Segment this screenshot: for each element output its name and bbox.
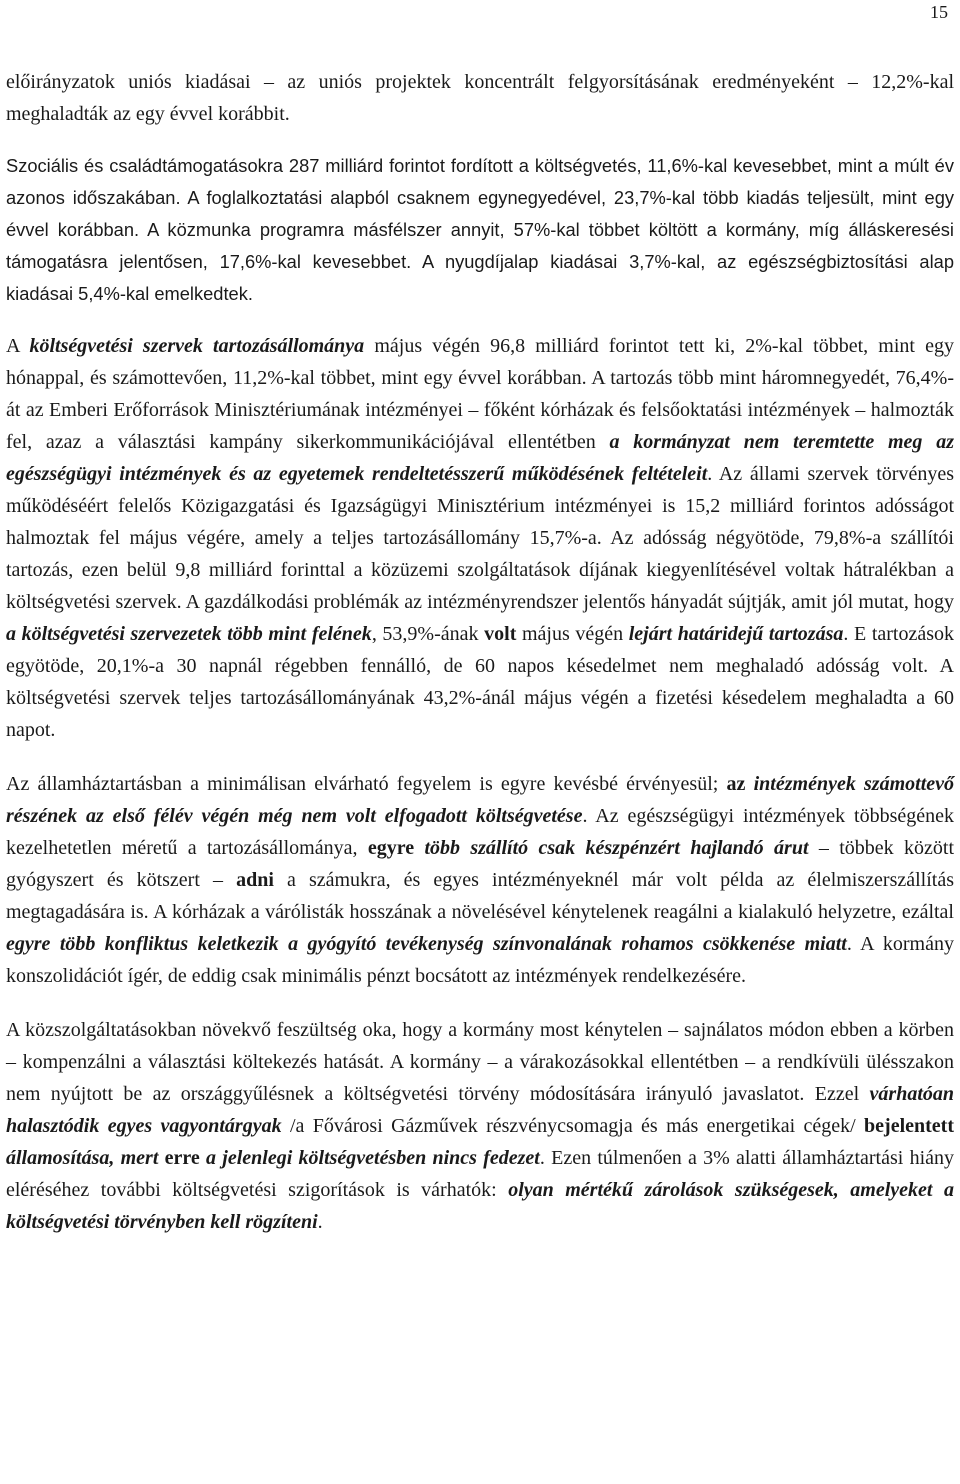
document-body	[6, 66, 954, 1238]
bold-run: adni	[236, 869, 274, 891]
bold-run: volt	[484, 623, 517, 645]
emphasis-run: olyan mértékű zárolások szükségesek, amelyeket a költségvetési törvényben kell rögzíteni	[6, 1179, 954, 1233]
bold-run: egyre	[367, 837, 415, 859]
emphasis-run: a kormányzat nem teremtette meg az egészségügyi intézmények és az egyetemek rendeltetésszerű működésének feltételeit	[6, 431, 954, 485]
page-number: 15	[930, 2, 948, 22]
text-run: május végén 96,8 milliárd forintot tett ki, 2%-kal többet, mint egy hónappal, és számottevően, 11,2%-kal többet, mint egy évvel korábban. A tartozás több mint háromnegyedét, 76,4%-át az Emberi Erőforrások Minisztériumának intézményei – főként kórházak és felsőoktatási intézmények – halmozták fel, azaz a választási kampány sikerkommunikációjával ellentétben	[6, 335, 954, 453]
text-run: . A kormány konszolidációt ígér, de eddig csak minimális pénzt bocsátott az intézmények rendelkezésére.	[6, 933, 954, 987]
emphasis-run: egyre több konfliktus keletkezik a gyógyító tevékenység színvonalának rohamos csökkenése miatt	[6, 933, 847, 955]
paragraph-social-benefits	[6, 150, 954, 310]
emphasis-run: államosítása, mert	[6, 1147, 165, 1169]
text-run: A	[6, 335, 30, 357]
emphasis-run: több szállító csak készpénzért hajlandó árut	[424, 837, 809, 859]
text-run: Szociális és családtámogatásokra 287 milliárd forintot fordított a költségvetés, 11,6%-kal kevesebbet, mint a múlt év azonos időszakában. A foglalkoztatási alapból csaknem egynegyedével, 23,7%-kal több kiadás teljesült, mint egy évvel korábban. A közmunka programra másfélszer annyit, 57%-kal többet költött a kormány, míg álláskeresési támogatásra jelentősen, 17,6%-kal kevesebbet. A nyugdíjalap kiadásai 3,7%-kal, az egészségbiztosítási alap kiadásai 5,4%-kal emelkedtek.	[6, 155, 954, 304]
text-run: /a Fővárosi Gázművek részvénycsomagja és más energetikai cégek/	[281, 1115, 865, 1137]
paragraph-budget-debt	[6, 330, 954, 746]
paragraph-public-services	[6, 1014, 954, 1238]
emphasis-run: a költségvetési szervezetek több mint felének	[6, 623, 372, 645]
text-run: . Az egészségügyi intézmények többségének kezelhetetlen méretű a tartozásállománya,	[6, 805, 954, 859]
bold-run: erre	[164, 1147, 200, 1169]
emphasis-run: várhatóan halasztódik egyes vagyontárgyak	[6, 1083, 954, 1137]
text-run: Az államháztartásban a minimálisan elvárható fegyelem is egyre kevésbé érvényesül;	[6, 773, 727, 795]
text-run: a számukra, és egyes intézményeknél már volt példa az élelmiszerszállítás megtagadására is. A kórházak a várólisták hosszának a növelésével kénytelenek reagálni a kialakuló helyzetre, ezáltal	[6, 869, 954, 923]
emphasis-run: a jelenlegi költségvetésben nincs fedezet	[206, 1147, 540, 1169]
paragraph-fiscal-discipline	[6, 768, 954, 992]
text-run: A közszolgáltatásokban növekvő feszültség oka, hogy a kormány most kénytelen – sajnálatos módon ebben a körben – kompenzálni a választási költekezés hatását. A kormány – a várakozásokkal ellentétben – a rendkívüli ülésszakon nem nyújtott be az országgyűlésnek a költségvetési törvény módosítására irányuló javaslatot. Ezzel	[6, 1019, 954, 1105]
text-run: . Ezen túlmenően a 3% alatti államháztartási hiány eléréséhez további költségvetési szigorítások is várhatók:	[6, 1147, 954, 1201]
bold-run: bejelentett	[864, 1115, 954, 1137]
text-run: – többek között gyógyszert és kötszert –	[6, 837, 955, 891]
text-run: előirányzatok uniós kiadásai – az uniós projektek koncentrált felgyorsításának eredményeként – 12,2%-kal meghaladták az egy évvel korábbit.	[6, 71, 954, 125]
text-run	[745, 773, 753, 795]
bold-run: az	[726, 773, 746, 795]
text-run: . Az állami szervek törvényes működéséért felelős Közigazgatási és Igazságügyi Minisztérium intézményei is 15,2 milliárd forintos adósságot halmoztak fel május végére, amely a teljes tartozásállomány 15,7%-a. Az adósság négyötöde, 79,8%-a szállítói tartozás, ezen belül 9,8 milliárd forinttal a közüzemi szolgáltatások díjának kiegyenlítésével voltak hátralékban a költségvetési szervek. A gazdálkodási problémák az intézményrendszer jelentős hányadát sújtják, amit jól mutat, hogy	[6, 463, 954, 613]
text-run	[414, 837, 424, 859]
emphasis-run: költségvetési szervek tartozásállománya	[29, 335, 365, 357]
emphasis-run: intézmények számottevő részének az első félév végén még nem volt elfogadott költségvetése	[6, 773, 955, 827]
text-run: . E tartozások egyötöde, 20,1%-a 30 napnál régebben fennálló, de 60 napos késedelmet nem meghaladó adósság volt. A költségvetési szervek teljes tartozásállományának 43,2%-ánál május végén a fizetési késedelem meghaladta a 60 napot.	[6, 623, 955, 741]
text-run: , 53,9%-ának	[371, 623, 485, 645]
paragraph-eu-expenditure	[6, 66, 954, 130]
emphasis-run: lejárt határidejű tartozása	[628, 623, 844, 645]
text-run: .	[317, 1211, 323, 1233]
text-run: május végén	[516, 623, 629, 645]
